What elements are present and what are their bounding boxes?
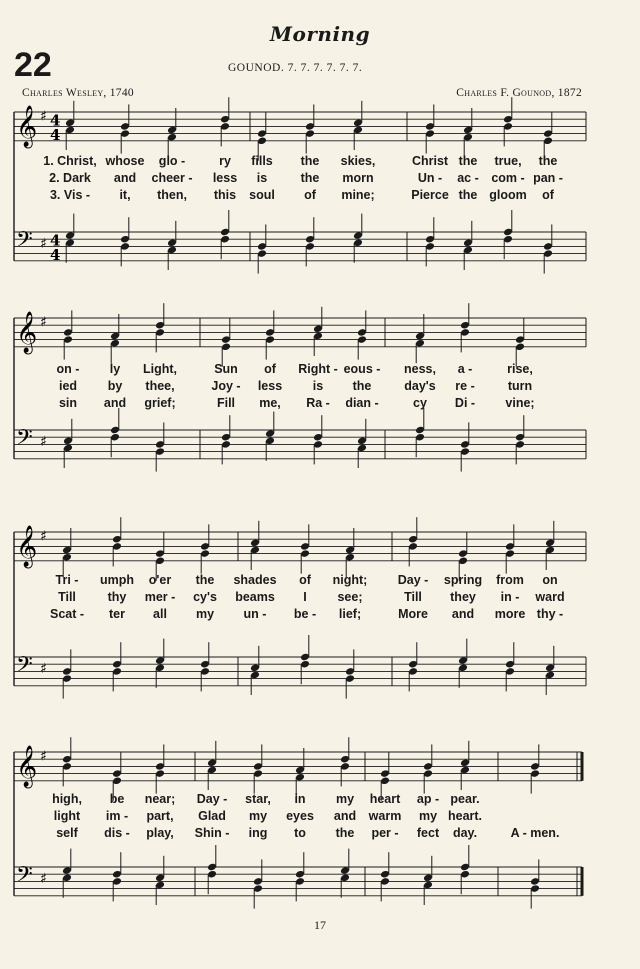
lyric-syllable: dian -	[345, 396, 379, 410]
lyric-syllable: spring	[443, 573, 483, 587]
lyric-syllable: Tri -	[55, 573, 79, 587]
lyric-syllable: mer -	[144, 590, 176, 604]
lyric-syllable: morn	[342, 171, 374, 185]
lyric-syllable: be -	[293, 607, 317, 621]
lyric-syllable: re -	[455, 379, 475, 393]
lyric-syllable: dis -	[104, 826, 130, 840]
lyric-syllable: ied	[58, 379, 78, 393]
lyric-syllable: then,	[157, 188, 187, 202]
lyric-syllable: this	[213, 188, 237, 202]
lyric-syllable: ap -	[416, 792, 440, 806]
key-signature-sharp-icon: ♯	[40, 314, 47, 331]
lyric-syllable: play,	[146, 826, 174, 840]
lyric-syllable: the	[458, 188, 478, 202]
lyric-syllable: in	[294, 792, 306, 806]
key-signature-sharp-icon: ♯	[40, 108, 47, 125]
lyric-syllable: light	[53, 809, 81, 823]
lyric-syllable: of	[264, 362, 276, 376]
lyric-syllable: Day -	[196, 792, 228, 806]
lyric-syllable: it,	[119, 188, 131, 202]
lyric-syllable: more	[494, 607, 526, 621]
lyric-syllable: un -	[243, 607, 267, 621]
lyric-syllable: sin	[58, 396, 78, 410]
lyric-syllable: the	[300, 171, 320, 185]
lyric-syllable: umph	[99, 573, 135, 587]
lyric-syllable: rise,	[507, 362, 533, 376]
lyric-syllable: vine;	[505, 396, 535, 410]
lyric-syllable: Till	[58, 590, 76, 604]
composer-credit: Charles F. Gounod, 1872	[456, 87, 582, 99]
lyric-syllable: lief;	[338, 607, 362, 621]
hymn-number: 22	[14, 46, 52, 84]
lyric-syllable: eous -	[343, 362, 381, 376]
lyric-syllable: ing	[248, 826, 268, 840]
lyric-syllable: per -	[371, 826, 399, 840]
bass-clef-icon: 𝄢	[16, 862, 33, 893]
lyric-syllable: thee,	[145, 379, 175, 393]
lyric-syllable: Day -	[397, 573, 429, 587]
lyric-syllable: ac -	[457, 171, 479, 185]
lyric-syllable: ward	[535, 590, 565, 604]
lyric-syllable: Sun	[214, 362, 238, 376]
lyric-syllable: Scat -	[49, 607, 85, 621]
lyric-syllable: turn	[507, 379, 533, 393]
lyric-syllable: less	[212, 171, 238, 185]
lyric-syllable: ry	[219, 154, 231, 168]
lyric-syllable: Un -	[417, 171, 443, 185]
key-signature-sharp-icon: ♯	[40, 433, 47, 450]
lyric-syllable: Di -	[454, 396, 476, 410]
lyric-syllable: they	[450, 590, 476, 604]
lyric-syllable: glo -	[158, 154, 186, 168]
lyric-syllable: near;	[144, 792, 176, 806]
bass-clef-icon: 𝄢	[16, 425, 33, 456]
lyric-syllable: self	[56, 826, 78, 840]
lyric-syllable: the	[195, 573, 215, 587]
lyric-syllable: the	[335, 826, 355, 840]
bass-clef-icon: 𝄢	[16, 652, 33, 683]
lyric-syllable: eyes	[286, 809, 314, 823]
treble-clef-icon: 𝄞	[16, 311, 38, 353]
lyric-syllable: mine;	[341, 188, 375, 202]
lyric-syllable: Fill	[216, 396, 236, 410]
lyric-syllable: my	[335, 792, 355, 806]
lyric-syllable: be	[109, 792, 125, 806]
lyric-syllable: the	[352, 379, 372, 393]
lyric-syllable: thy -	[536, 607, 564, 621]
lyric-syllable: my	[248, 809, 268, 823]
bass-clef-icon: 𝄢	[16, 227, 33, 258]
lyric-syllable: is	[312, 379, 324, 393]
lyric-syllable: my	[418, 809, 438, 823]
lyric-syllable: ter	[109, 607, 125, 621]
lyric-syllable: the	[458, 154, 478, 168]
lyric-syllable: I	[303, 590, 307, 604]
lyric-syllable: true,	[494, 154, 522, 168]
lyric-syllable: part,	[146, 809, 174, 823]
hymn-title: Morning	[269, 22, 371, 46]
key-signature-sharp-icon: ♯	[40, 235, 47, 252]
lyric-syllable: high,	[52, 792, 82, 806]
lyric-syllable: me,	[259, 396, 281, 410]
lyric-syllable: beams	[235, 590, 275, 604]
lyric-syllable: cy	[413, 396, 427, 410]
lyric-syllable: o'er	[148, 573, 172, 587]
lyric-syllable: of	[542, 188, 554, 202]
lyric-syllable: heart.	[447, 809, 483, 823]
key-signature-sharp-icon: ♯	[40, 660, 47, 677]
lyric-syllable: pear.	[450, 792, 480, 806]
lyric-syllable: is	[256, 171, 268, 185]
lyric-syllable: on -	[56, 362, 80, 376]
lyric-syllable: com -	[491, 171, 525, 185]
lyric-syllable: A - men.	[510, 826, 560, 840]
lyric-syllable: skies,	[340, 154, 376, 168]
lyric-syllable: im -	[105, 809, 129, 823]
lyric-syllable: a -	[457, 362, 473, 376]
lyric-syllable: fills	[251, 154, 273, 168]
lyric-syllable: see;	[337, 590, 363, 604]
lyric-syllable: in -	[500, 590, 520, 604]
lyric-syllable: ly	[109, 362, 121, 376]
lyric-syllable: of	[299, 573, 311, 587]
lyric-syllable: whose	[105, 154, 145, 168]
lyric-syllable: my	[195, 607, 215, 621]
lyric-syllable: Right -	[298, 362, 338, 376]
key-signature-sharp-icon: ♯	[40, 528, 47, 545]
lyric-syllable: Christ	[411, 154, 449, 168]
lyric-syllable: cy's	[193, 590, 217, 604]
lyric-syllable: Glad	[198, 809, 226, 823]
lyric-syllable: all	[153, 607, 167, 621]
lyric-syllable: Ra -	[306, 396, 330, 410]
lyric-syllable: 3. Vis -	[49, 188, 91, 202]
lyric-syllable: 1. Christ,	[43, 154, 97, 168]
lyric-syllable: from	[496, 573, 524, 587]
lyric-syllable: on	[542, 573, 558, 587]
lyric-syllable: pan -	[533, 171, 563, 185]
lyric-syllable: and	[333, 809, 357, 823]
time-signature-bottom: 4	[50, 125, 61, 144]
lyric-syllable: the	[300, 154, 320, 168]
lyric-syllable: and	[451, 607, 475, 621]
time-signature-top: 4	[50, 231, 61, 250]
lyric-syllable: thy	[107, 590, 127, 604]
lyric-syllable: cheer -	[151, 171, 193, 185]
time-signature-bottom: 4	[50, 245, 61, 264]
tune-meter: GOUNOD. 7. 7. 7. 7. 7. 7.	[228, 62, 363, 74]
lyric-syllable: day's	[404, 379, 436, 393]
lyric-syllable: Till	[404, 590, 422, 604]
lyric-syllable: Light,	[142, 362, 178, 376]
lyric-syllable: soul	[249, 188, 275, 202]
lyric-syllable: gloom	[489, 188, 527, 202]
lyric-syllable: Pierce	[411, 188, 449, 202]
lyric-syllable: shades	[233, 573, 277, 587]
lyric-syllable: warm	[368, 809, 402, 823]
lyric-syllable: less	[257, 379, 283, 393]
lyric-syllable: Joy -	[211, 379, 241, 393]
lyric-syllable: and	[103, 396, 127, 410]
lyric-syllable: by	[107, 379, 123, 393]
lyric-syllable: ness,	[404, 362, 436, 376]
lyric-syllable: grief;	[144, 396, 176, 410]
lyric-syllable: the	[538, 154, 558, 168]
lyric-syllable: and	[113, 171, 137, 185]
key-signature-sharp-icon: ♯	[40, 748, 47, 765]
treble-clef-icon: 𝄞	[16, 525, 38, 567]
lyric-syllable: to	[294, 826, 306, 840]
lyric-syllable: More	[398, 607, 428, 621]
lyric-syllable: day.	[452, 826, 478, 840]
lyric-syllable: night;	[332, 573, 368, 587]
lyric-syllable: fect	[416, 826, 440, 840]
lyric-syllable: of	[304, 188, 316, 202]
time-signature-top: 4	[50, 111, 61, 130]
lyric-syllable: 2. Dark	[49, 171, 91, 185]
lyric-syllable: star,	[245, 792, 271, 806]
lyric-syllable: Shin -	[194, 826, 230, 840]
treble-clef-icon: 𝄞	[16, 105, 38, 147]
lyric-syllable: heart	[369, 792, 401, 806]
key-signature-sharp-icon: ♯	[40, 870, 47, 887]
author-credit: Charles Wesley, 1740	[22, 87, 134, 99]
page-number: 17	[314, 918, 326, 932]
treble-clef-icon: 𝄞	[16, 745, 38, 787]
